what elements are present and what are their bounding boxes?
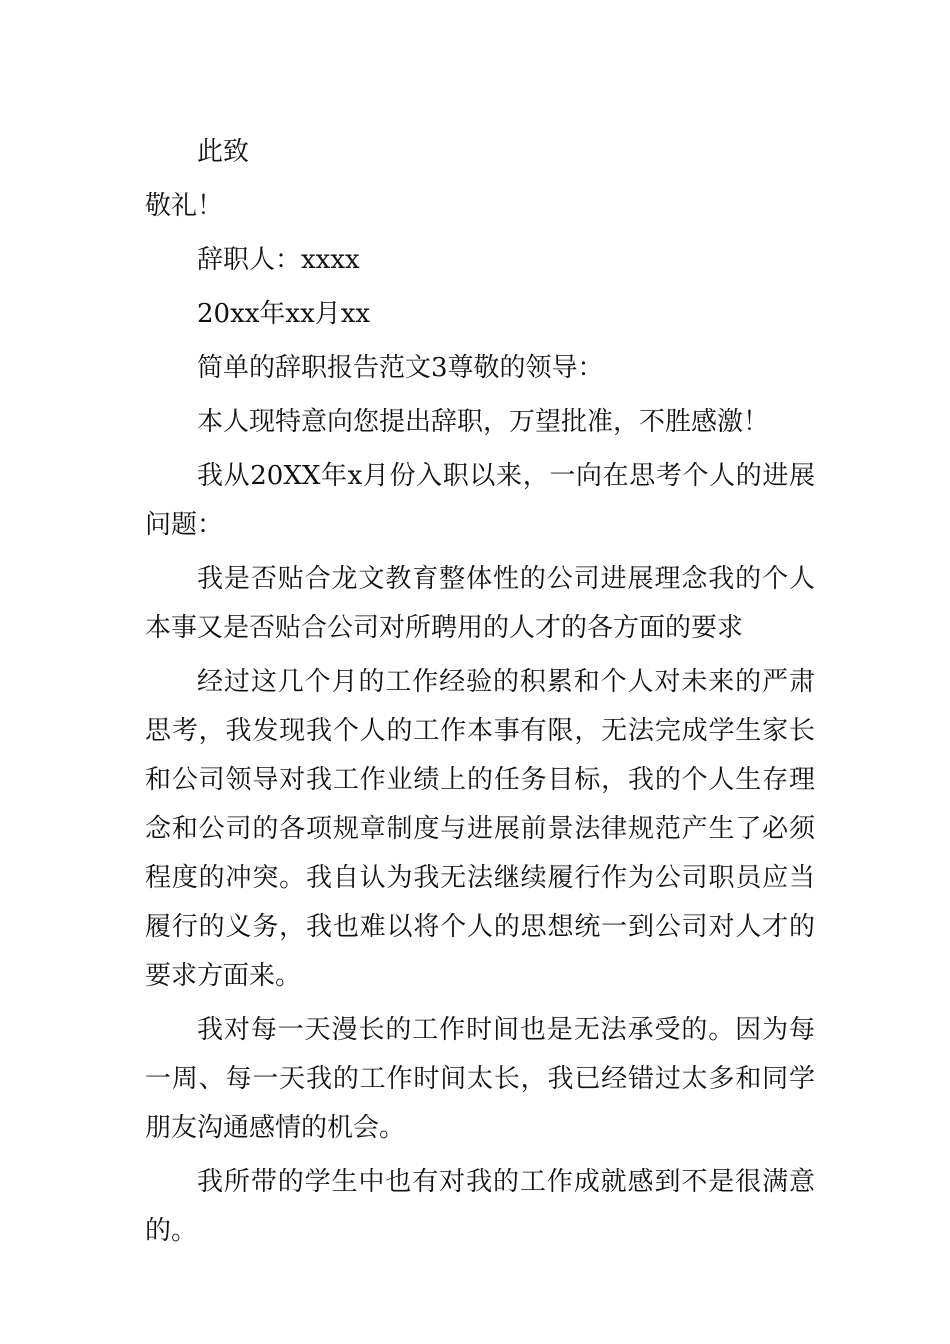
document-body [145,128,815,1256]
body-paragraph: 经过这几个月的工作经验的积累和个人对未来的严肃思考，我发现我个人的工作本事有限，无法完成学生家长和公司领导对我工作业绩上的任务目标，我的个人生存理念和公司的各项规章制度与进展前景法律规范产生了必须程度的冲突。我自认为我无法继续履行作为公司职员应当履行的义务，我也难以将个人的思想统一到公司对人才的要求方面来。 [145,667,815,991]
signer-line: 辞职人：xxxx [197,245,360,275]
date-line: 20xx年xx月xx [197,299,371,329]
body-paragraph: 本人现特意向您提出辞职，万望批准，不胜感激！ [197,407,770,437]
closing-regards: 敬礼！ [145,191,224,221]
body-paragraph: 我对每一天漫长的工作时间也是无法承受的。因为每一周、每一天我的工作时间太长，我已经错过太多和同学朋友沟通感情的机会。 [145,1015,815,1143]
section-heading: 简单的辞职报告范文3尊敬的领导： [197,353,604,383]
closing-salutation: 此致 [197,137,250,167]
body-paragraph: 我从20XX年x月份入职以来，一向在思考个人的进展问题： [145,461,815,540]
body-paragraph: 我所带的学生中也有对我的工作成就感到不是很满意的。 [145,1167,815,1246]
body-paragraph: 我是否贴合龙文教育整体性的公司进展理念我的个人本事又是否贴合公司对所聘用的人才的各方面的要求 [145,564,815,643]
